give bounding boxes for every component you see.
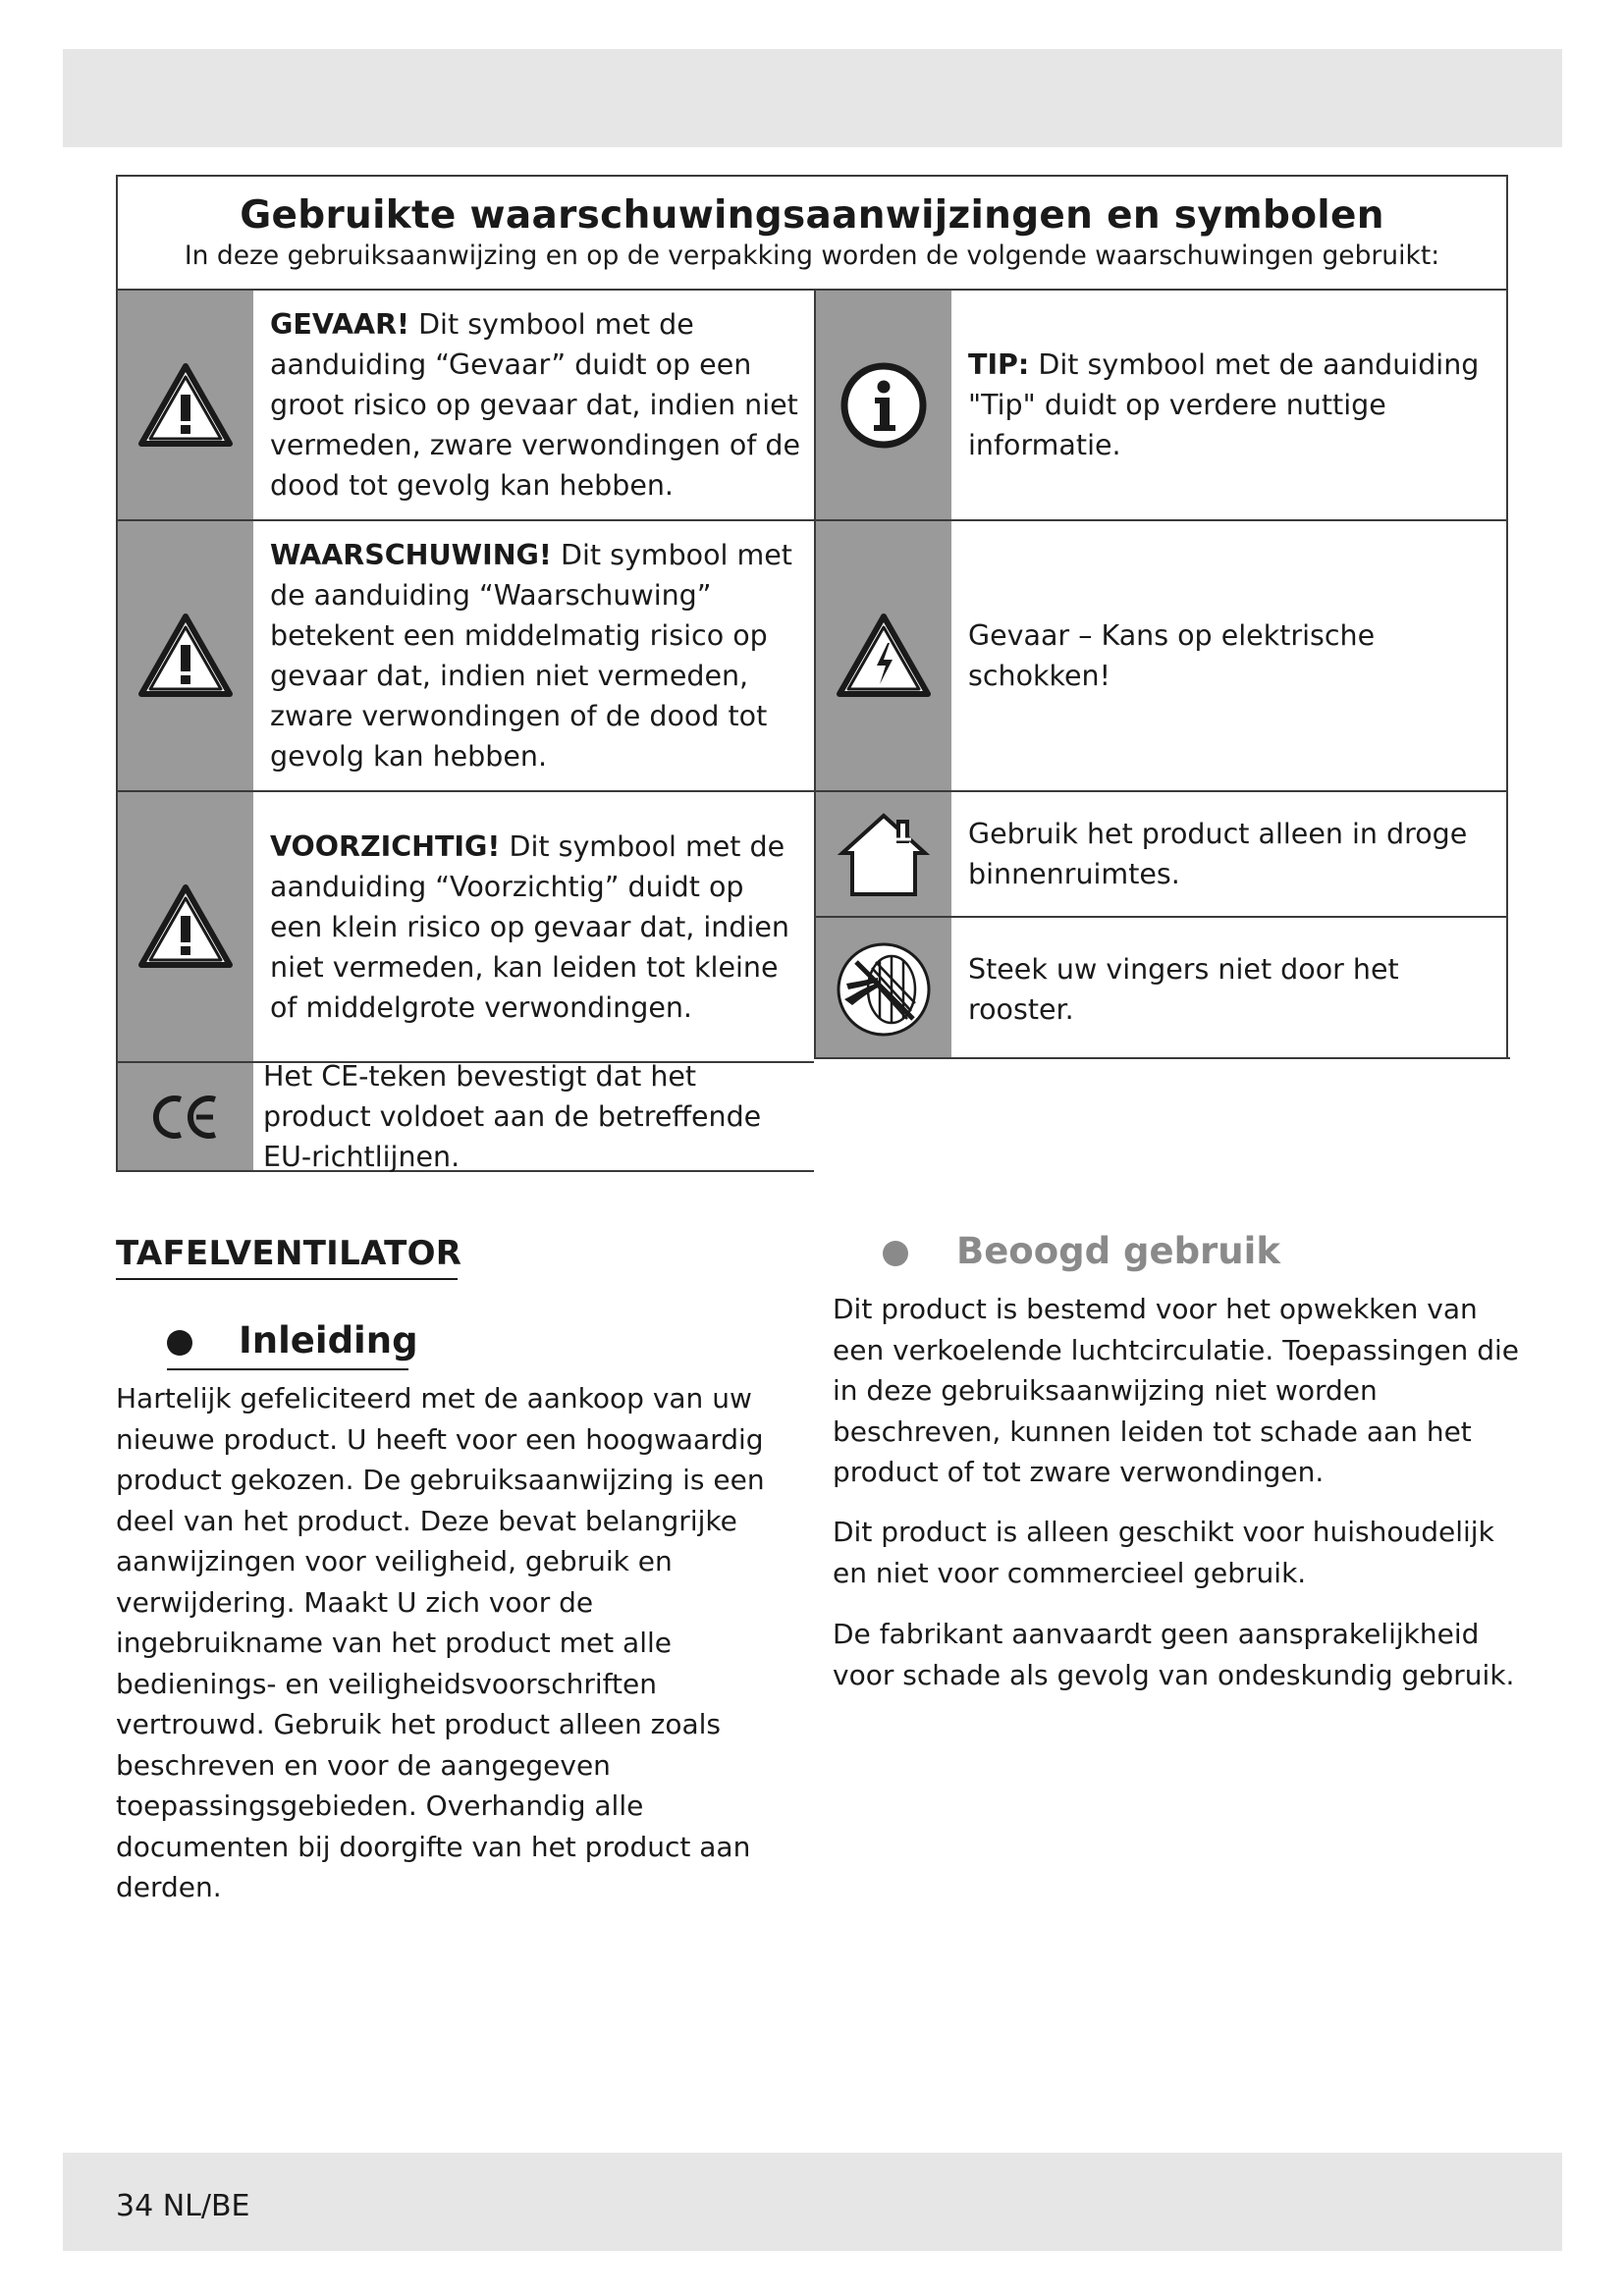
voorzichtig-keyword: VOORZICHTIG! — [270, 829, 501, 863]
ce-text-block — [253, 1060, 814, 1173]
warnings-table — [116, 175, 1508, 1172]
product-title-underline — [116, 1278, 458, 1280]
warning-row-tip — [814, 291, 1506, 519]
beoogd-paragraph-2: Dit product is alleen geschikt voor huishoudelijk en niet voor commercieel gebruik. — [833, 1516, 1494, 1589]
ce-mark-icon — [118, 1063, 253, 1170]
gevaar-text-block — [253, 291, 814, 519]
beoogd-paragraph-1: Dit product is bestemd voor het opwekken van een verkoelende luchtcirculatie. Toepassingen die in deze gebruiksaanwijzing niet worden beschreven, kunnen leiden tot schade aan het product of tot zware verwondingen. — [833, 1293, 1519, 1488]
warnings-table-title: Gebruikte waarschuwingsaanwijzingen en symbolen — [240, 193, 1384, 238]
tip-keyword: TIP: — [968, 348, 1030, 381]
header-band — [63, 49, 1562, 147]
inleiding-heading-underline — [167, 1368, 408, 1370]
voorzichtig-description: Dit symbool met de aanduiding “Voorzichtig” duidt op een klein risico op gevaar dat, indien niet vermeden, kan leiden tot kleine of middelgrote verwondingen. — [270, 829, 789, 1024]
warning-row-indoor — [814, 790, 1506, 916]
gevaar-description: Dit symbool met de aanduiding “Gevaar” duidt op een groot risico op gevaar dat, indien niet vermeden, zware verwondingen of de dood tot gevolg kan hebben. — [270, 308, 801, 502]
info-icon — [816, 291, 951, 519]
indoor-description: Gebruik het product alleen in droge binnenruimtes. — [968, 818, 1468, 890]
table-empty-corner-fill — [814, 1059, 1511, 1177]
waarschuwing-text-block — [253, 521, 814, 790]
warning-triangle-icon — [118, 521, 253, 790]
warnings-table-header — [118, 177, 1506, 291]
warning-triangle-icon — [118, 291, 253, 519]
no-fingers-icon — [816, 918, 951, 1061]
bullet-icon — [883, 1241, 908, 1266]
voorzichtig-text-block — [253, 792, 814, 1061]
tip-text-block — [951, 291, 1506, 519]
electric-text-block — [951, 521, 1506, 790]
inleiding-heading: Inleiding — [239, 1319, 418, 1362]
grille-text-block — [951, 918, 1506, 1061]
warning-row-voorzichtig — [118, 790, 814, 1061]
warnings-table-subtitle: In deze gebruiksaanwijzing en op de verpakking worden de volgende waarschuwingen gebruikt: — [184, 240, 1440, 271]
indoor-text-block — [951, 792, 1506, 916]
warning-triangle-icon — [118, 792, 253, 1061]
warning-row-grille — [814, 916, 1506, 1061]
ce-description: Het CE-teken bevestigt dat het product voldoet aan de betreffende EU-richtlijnen. — [263, 1060, 762, 1173]
warning-row-waarschuwing — [118, 519, 814, 790]
warning-row-gevaar — [118, 291, 814, 519]
page-number: 34 NL/BE — [116, 2189, 250, 2223]
product-title: TAFELVENTILATOR — [116, 1234, 462, 1273]
grille-description: Steek uw vingers niet door het rooster. — [968, 953, 1399, 1026]
waarschuwing-description: Dit symbool met de aanduiding “Waarschuwing” betekent een middelmatig risico op gevaar dat, indien niet vermeden, zware verwondingen of de dood tot gevolg kan hebben. — [270, 539, 792, 773]
electric-hazard-icon — [816, 521, 951, 790]
beoogd-paragraph-3: De fabrikant aanvaardt geen aansprakelijkheid voor schade als gevolg van ondeskundig gebruik. — [833, 1618, 1515, 1691]
waarschuwing-keyword: WAARSCHUWING! — [270, 539, 552, 571]
gevaar-keyword: GEVAAR! — [270, 308, 410, 341]
inleiding-body: Hartelijk gefeliciteerd met de aankoop van uw nieuwe product. U heeft voor een hoogwaardig product gekozen. De gebruiksaanwijzing is een deel van het product. Deze bevat belangrijke aanwijzingen voor veiligheid, gebruik en verwijdering. Maakt U zich voor de ingebruikname van het product met alle bedienings- en veiligheidsvoorschriften vertrouwd. Gebruik het product alleen zoals beschreven en voor de aangegeven toepassingsgebieden. Overhandig alle documenten bij doorgifte van het product aan derden. — [116, 1382, 765, 1903]
bullet-icon — [167, 1330, 192, 1356]
warning-row-electric — [814, 519, 1506, 790]
warning-row-ce — [118, 1060, 814, 1173]
electric-description: Gevaar – Kans op elektrische schokken! — [968, 619, 1376, 692]
tip-description: Dit symbool met de aanduiding "Tip" duidt op verdere nuttige informatie. — [968, 348, 1480, 461]
house-icon — [816, 792, 951, 916]
footer-band — [63, 2153, 1562, 2251]
beoogd-heading: Beoogd gebruik — [956, 1230, 1280, 1272]
